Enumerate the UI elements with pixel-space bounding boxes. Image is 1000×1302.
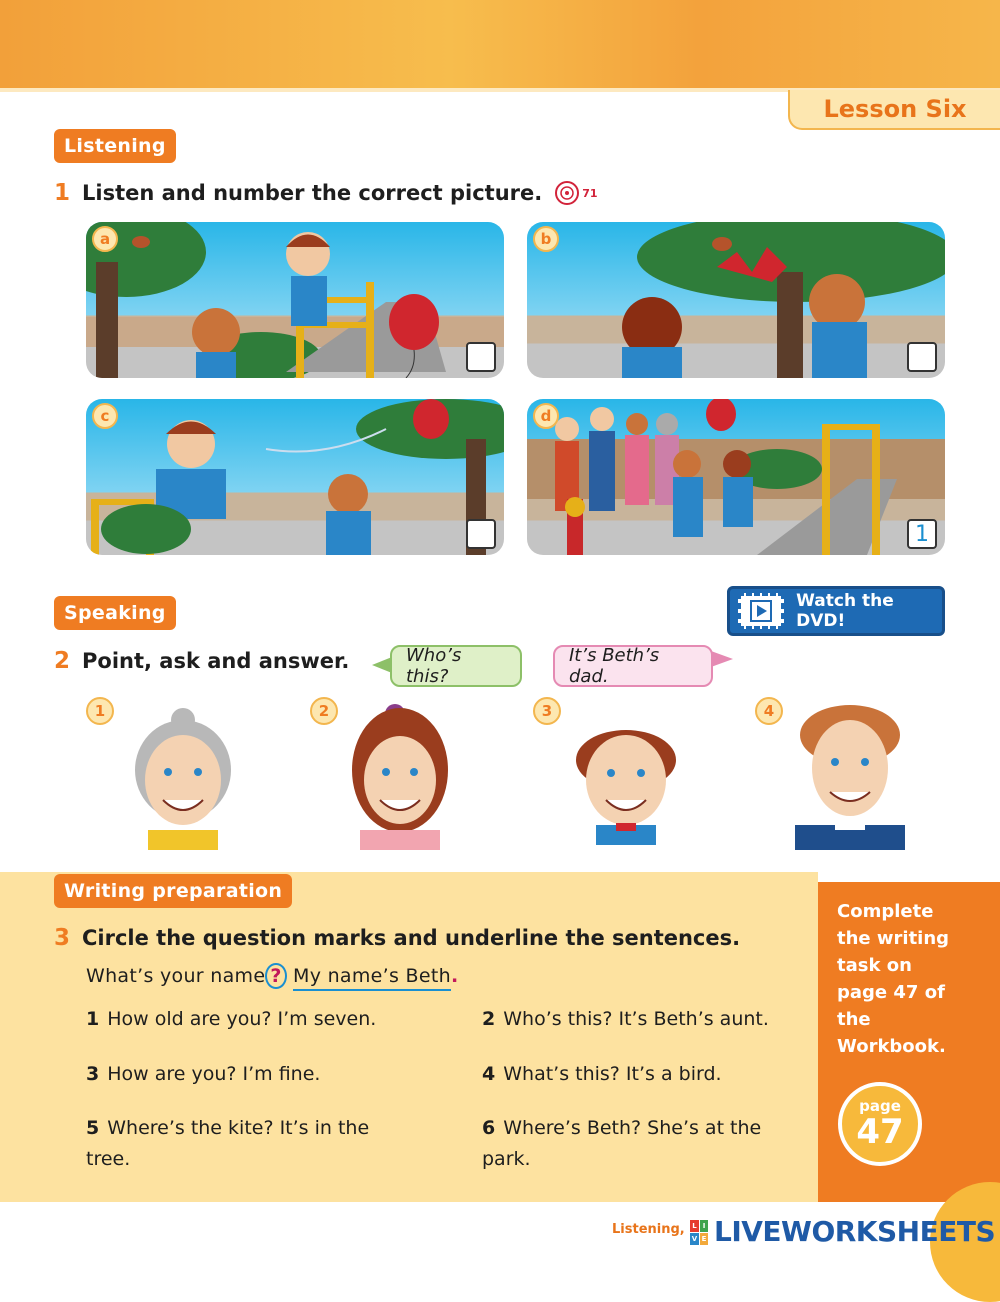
exercise-instruction: Listen and number the correct picture. [82, 181, 543, 205]
speaking-label: Speaking [54, 596, 176, 630]
listening-label: Listening [54, 129, 176, 163]
picture-a [86, 222, 504, 378]
answer-box-c[interactable] [466, 519, 496, 549]
exercise-number: 2 [54, 648, 71, 674]
exercise-number: 3 [54, 925, 71, 951]
example-answer-underlined: My name’s Beth [293, 965, 451, 991]
mum-face [340, 700, 470, 850]
answer-box-b[interactable] [907, 342, 937, 372]
boy-face [566, 715, 696, 865]
item-number: 3 [86, 1063, 100, 1085]
writing-item-6[interactable] [482, 1113, 772, 1175]
badge-number: 47 [856, 1111, 904, 1152]
item-number: 1 [86, 1008, 100, 1030]
exercise-2-title [54, 648, 349, 674]
workbook-instruction: Complete the writing task on page 47 of the Workbook. [837, 901, 950, 1057]
watch-dvd-button[interactable] [727, 586, 945, 636]
cd-icon [554, 180, 580, 206]
speech-bubble-answer: It’s Beth’s dad. [553, 645, 713, 687]
answer-box-a[interactable] [466, 342, 496, 372]
picture-c [86, 399, 504, 555]
exercise-instruction: Point, ask and answer. [82, 649, 350, 673]
scene-illustration [527, 222, 945, 378]
item-text: Where’s the kite? It’s in the tree. [86, 1117, 370, 1170]
badge-label: page [859, 1096, 901, 1115]
picture-letter: a [92, 226, 118, 252]
exercise-3-title [54, 925, 740, 951]
exercise-number: 1 [54, 180, 71, 206]
audio-cd-button[interactable] [554, 180, 597, 206]
example-period: . [450, 965, 459, 987]
top-banner [0, 0, 1000, 88]
writing-item-1[interactable] [86, 1004, 416, 1035]
scene-illustration [86, 222, 504, 378]
grandma-face [118, 700, 248, 850]
scene-illustration [86, 399, 504, 555]
example-question: What’s your name [86, 965, 266, 987]
speech-bubble-question: Who’s this? [390, 645, 522, 687]
writing-item-2[interactable] [482, 1004, 812, 1035]
exercise-1-title [54, 180, 598, 206]
item-text: Who’s this? It’s Beth’s aunt. [503, 1008, 769, 1030]
item-text: How are you? I’m fine. [107, 1063, 321, 1085]
picture-b [527, 222, 945, 378]
picture-letter: b [533, 226, 559, 252]
item-text: How old are you? I’m seven. [107, 1008, 377, 1030]
workbook-page-badge [838, 1082, 922, 1166]
character-number: 4 [755, 697, 783, 725]
picture-letter: c [92, 403, 118, 429]
item-number: 2 [482, 1008, 496, 1030]
item-text: What’s this? It’s a bird. [503, 1063, 722, 1085]
lesson-title-tab: Lesson Six [788, 90, 1000, 130]
audio-track-number: 71 [582, 186, 598, 200]
dad-face [780, 700, 910, 850]
character-number: 3 [533, 697, 561, 725]
example-question-mark-circled: ? [265, 963, 286, 989]
picture-letter: d [533, 403, 559, 429]
exercise-instruction: Circle the question marks and underline the sentences. [82, 926, 741, 950]
item-text: Where’s Beth? She’s at the park. [482, 1117, 762, 1170]
liveworksheets-watermark [690, 1215, 995, 1248]
answer-box-d[interactable]: 1 [907, 519, 937, 549]
character-number: 1 [86, 697, 114, 725]
example-sentence [86, 963, 459, 989]
writing-item-4[interactable] [482, 1059, 812, 1090]
picture-d [527, 399, 945, 555]
watch-dvd-label: Watch the DVD! [796, 591, 894, 631]
footer-text: Listening, [612, 1222, 685, 1237]
character-number: 2 [310, 697, 338, 725]
watermark-text: LIVEWORKSHEETS [714, 1215, 996, 1248]
writing-item-5[interactable] [86, 1113, 416, 1175]
item-number: 4 [482, 1063, 496, 1085]
item-number: 6 [482, 1117, 496, 1139]
writing-item-3[interactable] [86, 1059, 416, 1090]
liveworksheets-logo-icon: L I V E [690, 1220, 708, 1244]
writing-preparation-label: Writing preparation [54, 874, 292, 908]
play-icon [738, 593, 784, 629]
scene-illustration [527, 399, 945, 555]
item-number: 5 [86, 1117, 100, 1139]
